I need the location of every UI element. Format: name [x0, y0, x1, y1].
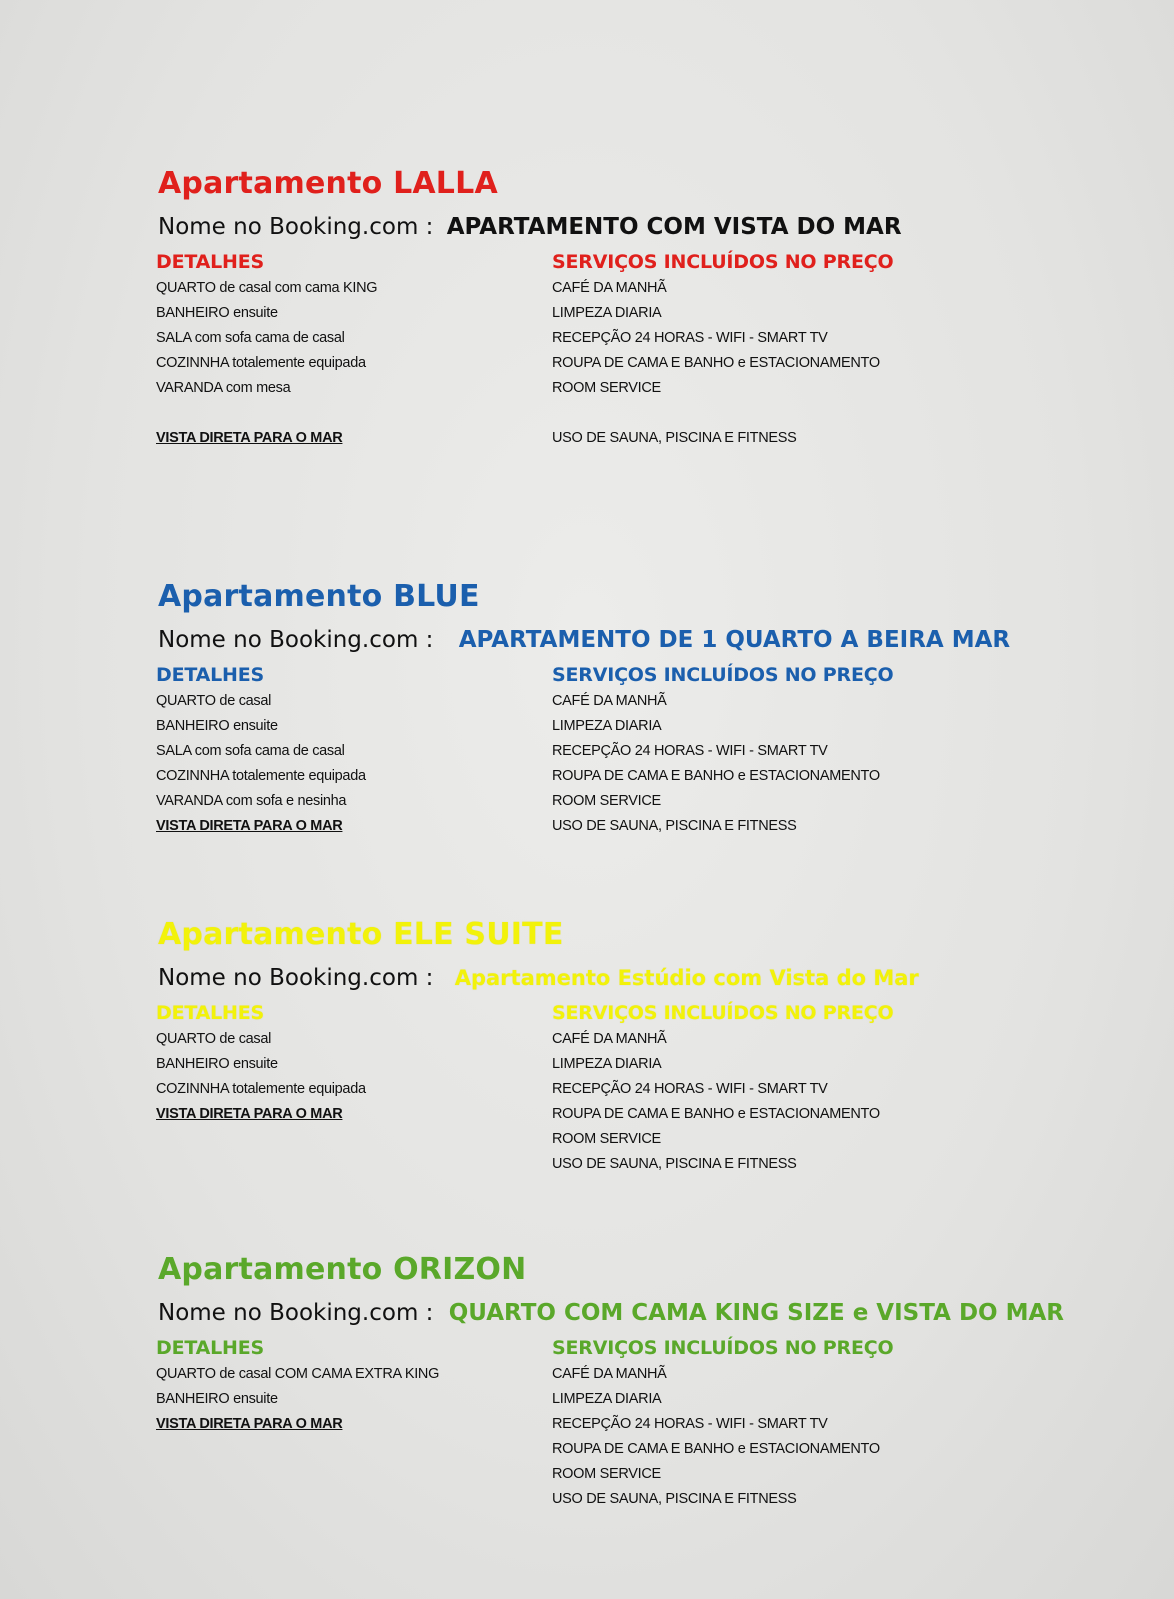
vista-note: VISTA DIRETA PARA O MAR	[156, 1106, 343, 1122]
apartment-title: Apartamento LALLA	[158, 166, 498, 201]
details-heading: DETALHES	[156, 1337, 265, 1359]
details-list	[156, 689, 536, 814]
details-heading: DETALHES	[156, 251, 265, 273]
services-list	[552, 276, 1112, 451]
apartment-ele-suite	[156, 915, 1118, 1172]
services-heading: SERVIÇOS INCLUÍDOS NO PREÇO	[552, 1002, 894, 1024]
services-list	[552, 1362, 1112, 1512]
list-item: LIMPEZA DIARIA	[552, 1056, 662, 1072]
apartment-title: Apartamento ORIZON	[158, 1252, 527, 1287]
list-item: ROOM SERVICE	[552, 380, 661, 396]
booking-name-line	[158, 961, 1118, 995]
booking-name-line	[158, 1296, 1118, 1330]
booking-name: APARTAMENTO DE 1 QUARTO A BEIRA MAR	[458, 627, 1011, 653]
list-item: COZINNHA totalemente equipada	[156, 1081, 366, 1097]
vista-note: VISTA DIRETA PARA O MAR	[156, 1416, 343, 1432]
details-column	[156, 248, 536, 451]
list-item: ROOM SERVICE	[552, 793, 661, 809]
list-item: RECEPÇÃO 24 HORAS - WIFI - SMART TV	[552, 1416, 828, 1432]
details-heading: DETALHES	[156, 664, 265, 686]
booking-name-line	[158, 210, 1118, 244]
apartment-title: Apartamento ELE SUITE	[158, 917, 564, 952]
list-item: ROOM SERVICE	[552, 1466, 661, 1482]
list-item: USO DE SAUNA, PISCINA E FITNESS	[552, 818, 797, 834]
services-list	[552, 689, 1112, 839]
services-heading: SERVIÇOS INCLUÍDOS NO PREÇO	[552, 1337, 894, 1359]
list-item: CAFÉ DA MANHÃ	[552, 1366, 667, 1382]
booking-prefix: Nome no Booking.com :	[158, 965, 434, 991]
details-heading: DETALHES	[156, 1002, 265, 1024]
list-item: USO DE SAUNA, PISCINA E FITNESS	[552, 430, 797, 446]
list-item: USO DE SAUNA, PISCINA E FITNESS	[552, 1156, 797, 1172]
apartment-title: Apartamento BLUE	[158, 579, 480, 614]
booking-prefix: Nome no Booking.com :	[158, 1300, 434, 1326]
list-item: BANHEIRO ensuite	[156, 1056, 278, 1072]
list-item: ROUPA DE CAMA E BANHO e ESTACIONAMENTO	[552, 1441, 880, 1457]
list-item: QUARTO de casal com cama KING	[156, 280, 378, 296]
services-list	[552, 1027, 1112, 1177]
list-item: SALA com sofa cama de casal	[156, 330, 345, 346]
services-column	[552, 999, 1112, 1177]
services-heading: SERVIÇOS INCLUÍDOS NO PREÇO	[552, 664, 894, 686]
list-item: CAFÉ DA MANHÃ	[552, 280, 667, 296]
details-list	[156, 1027, 536, 1102]
list-item: SALA com sofa cama de casal	[156, 743, 345, 759]
list-item: VARANDA com sofa e nesinha	[156, 793, 347, 809]
services-heading: SERVIÇOS INCLUÍDOS NO PREÇO	[552, 251, 894, 273]
booking-name-line	[158, 623, 1118, 657]
apartment-orizon	[156, 1250, 1118, 1507]
list-item: QUARTO de casal	[156, 693, 272, 709]
details-list	[156, 1362, 536, 1412]
list-item: COZINNHA totalemente equipada	[156, 768, 366, 784]
details-list	[156, 276, 536, 401]
booking-prefix: Nome no Booking.com :	[158, 627, 434, 653]
list-item: RECEPÇÃO 24 HORAS - WIFI - SMART TV	[552, 743, 828, 759]
booking-name: APARTAMENTO COM VISTA DO MAR	[446, 214, 902, 240]
list-item: ROUPA DE CAMA E BANHO e ESTACIONAMENTO	[552, 768, 880, 784]
list-item: LIMPEZA DIARIA	[552, 718, 662, 734]
services-column	[552, 1334, 1112, 1512]
list-item: CAFÉ DA MANHÃ	[552, 1031, 667, 1047]
services-column	[552, 661, 1112, 839]
list-item: LIMPEZA DIARIA	[552, 1391, 662, 1407]
details-column	[156, 1334, 536, 1437]
vista-note: VISTA DIRETA PARA O MAR	[156, 430, 343, 446]
services-column	[552, 248, 1112, 451]
list-item: ROUPA DE CAMA E BANHO e ESTACIONAMENTO	[552, 355, 880, 371]
booking-prefix: Nome no Booking.com :	[158, 214, 434, 240]
booking-name: QUARTO COM CAMA KING SIZE e VISTA DO MAR	[448, 1300, 1064, 1326]
vista-note: VISTA DIRETA PARA O MAR	[156, 818, 343, 834]
details-column	[156, 999, 536, 1127]
list-item: ROOM SERVICE	[552, 1131, 661, 1147]
apartment-blue	[156, 577, 1118, 834]
list-item: QUARTO de casal	[156, 1031, 272, 1047]
list-item: RECEPÇÃO 24 HORAS - WIFI - SMART TV	[552, 330, 828, 346]
list-item: BANHEIRO ensuite	[156, 305, 278, 321]
apartment-lalla	[156, 164, 1118, 446]
list-item: USO DE SAUNA, PISCINA E FITNESS	[552, 1491, 797, 1507]
booking-name: Apartamento Estúdio com Vista do Mar	[454, 966, 919, 990]
list-item: VARANDA com mesa	[156, 380, 291, 396]
list-item: ROUPA DE CAMA E BANHO e ESTACIONAMENTO	[552, 1106, 880, 1122]
list-item: LIMPEZA DIARIA	[552, 305, 662, 321]
list-item: RECEPÇÃO 24 HORAS - WIFI - SMART TV	[552, 1081, 828, 1097]
list-item: BANHEIRO ensuite	[156, 718, 278, 734]
details-column	[156, 661, 536, 839]
list-item: QUARTO de casal COM CAMA EXTRA KING	[156, 1366, 440, 1382]
list-item: COZINNHA totalemente equipada	[156, 355, 366, 371]
list-item: BANHEIRO ensuite	[156, 1391, 278, 1407]
list-item: CAFÉ DA MANHÃ	[552, 693, 667, 709]
